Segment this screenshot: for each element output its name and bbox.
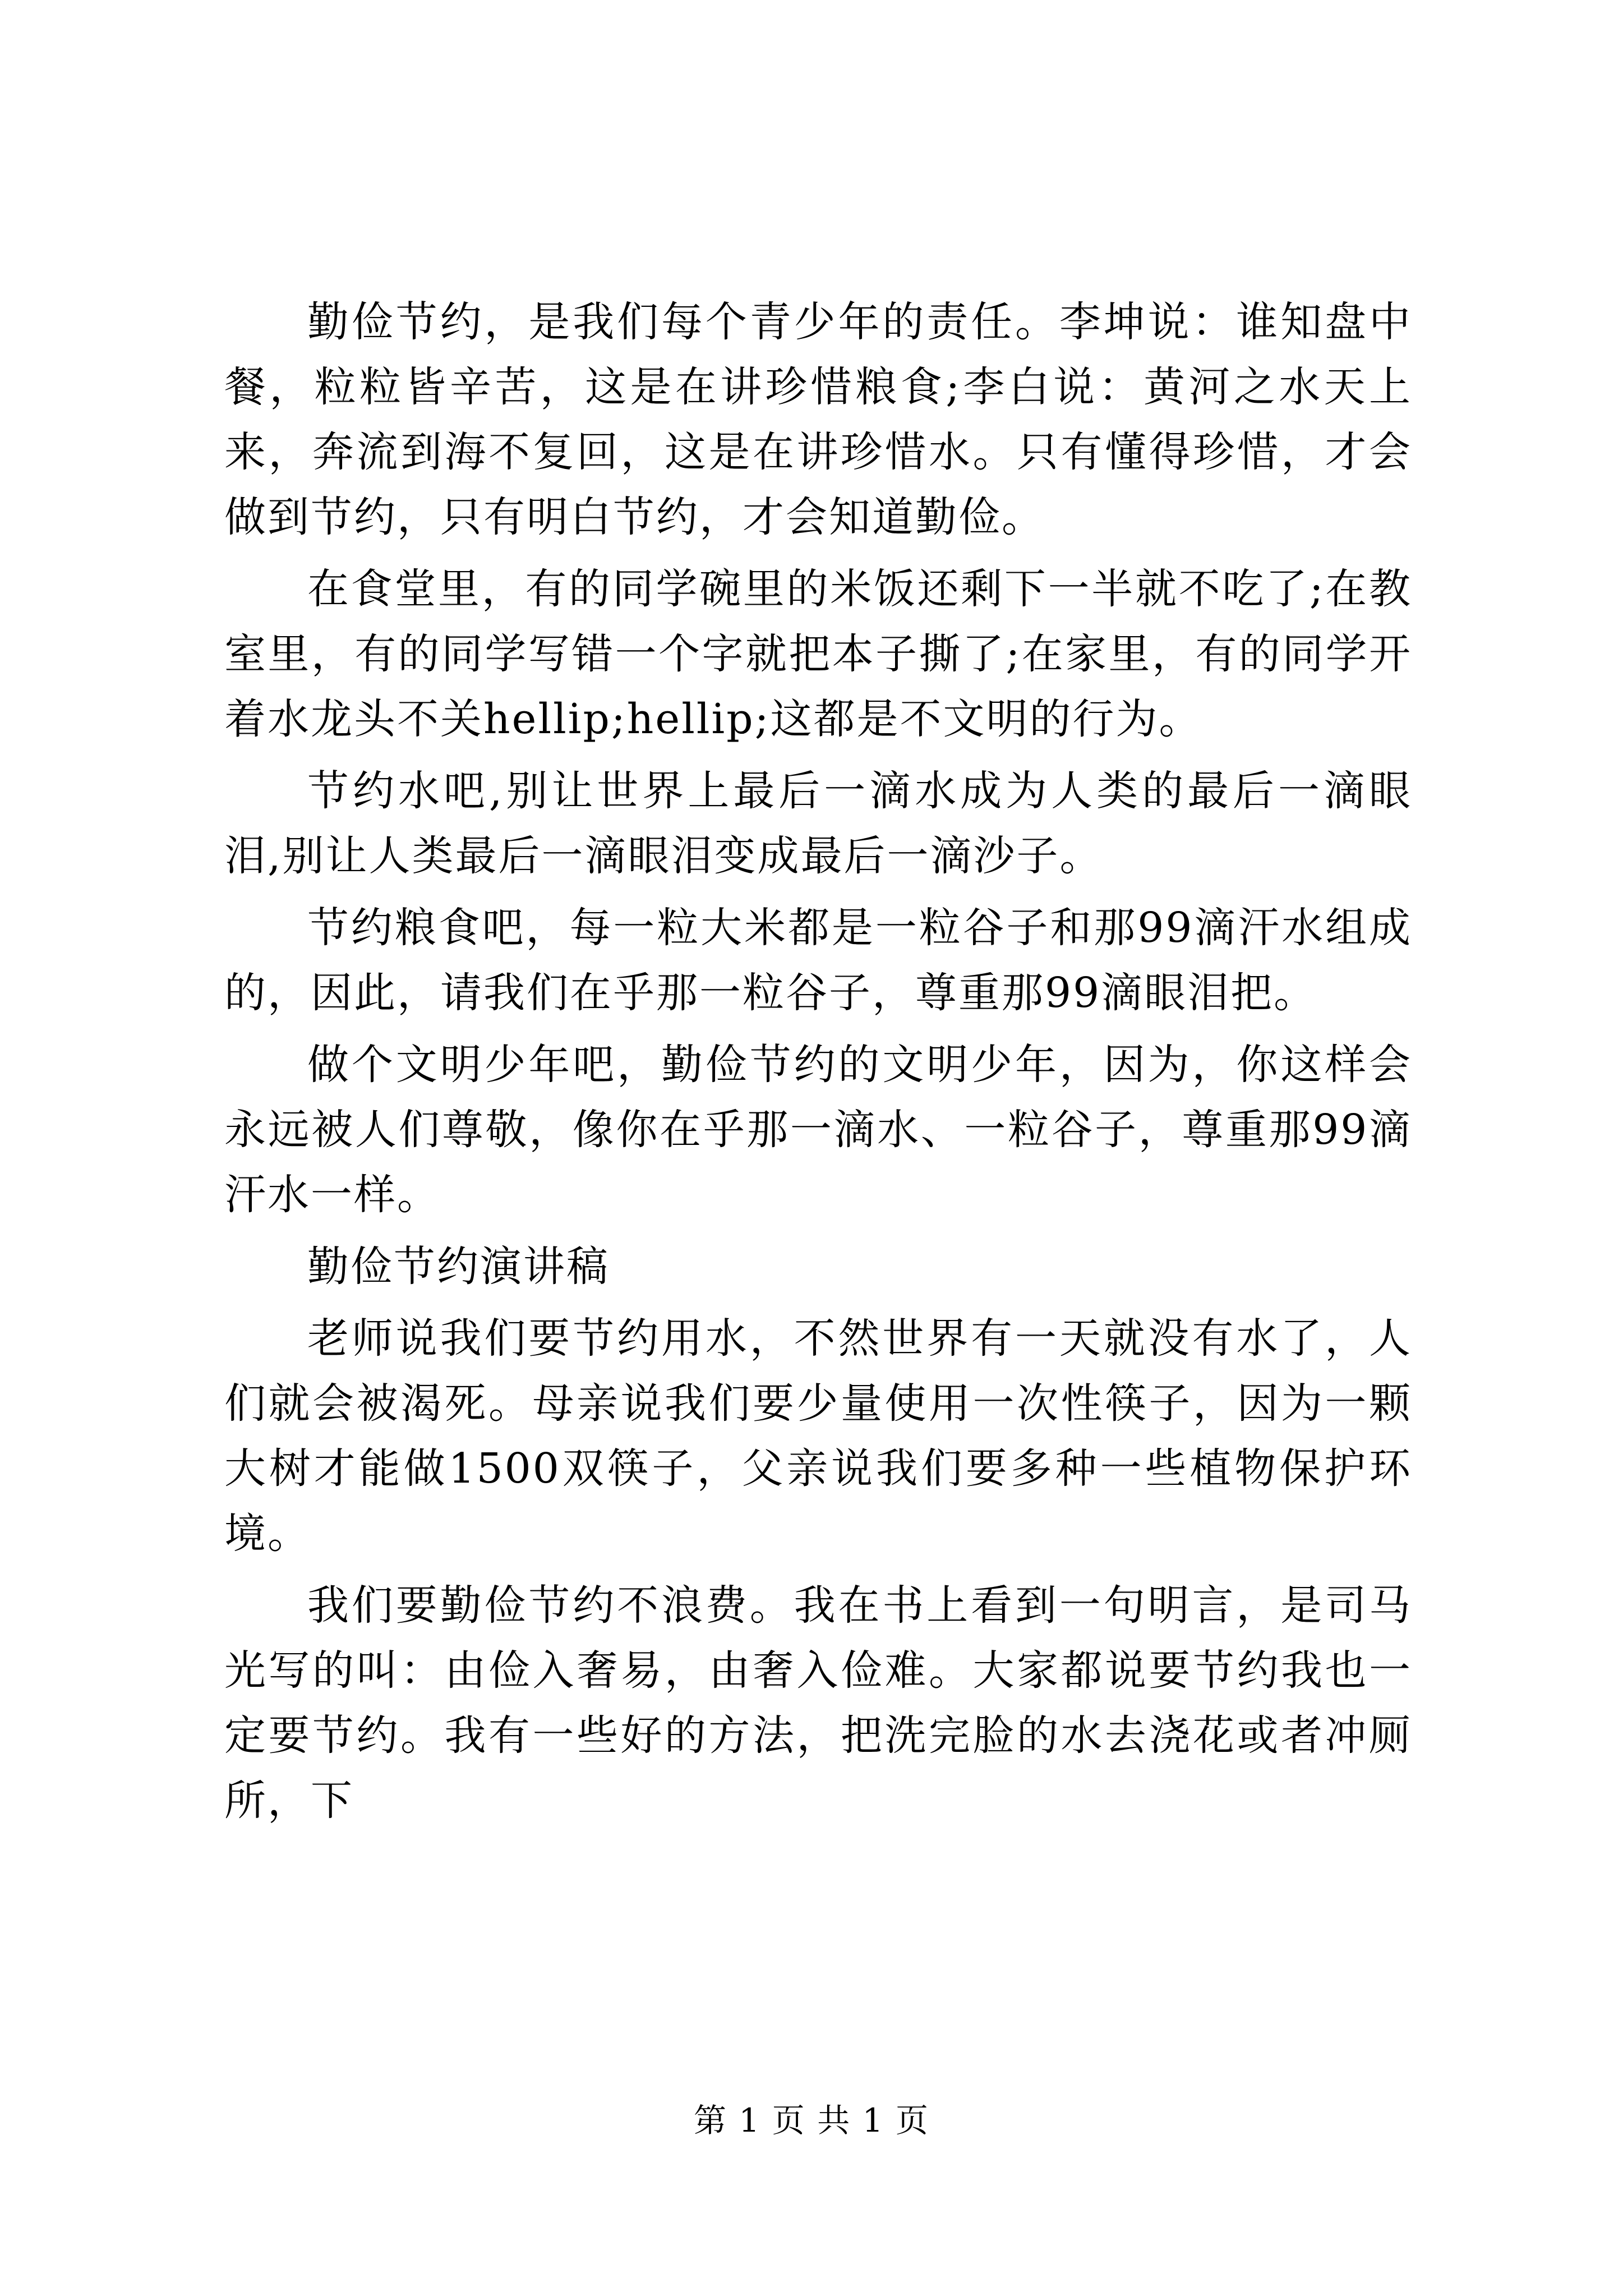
page-footer: 第 1 页 共 1 页	[694, 2101, 929, 2139]
paragraph-5: 做个文明少年吧，勤俭节约的文明少年，因为，你这样会永远被人们尊敬，像你在乎那一滴水、一粒谷子，尊重那99滴汗水一样。	[224, 1041, 1412, 1219]
paragraph-7: 我们要勤俭节约不浪费。我在书上看到一句明言，是司马光写的叫：由俭入奢易，由奢入俭难。大家都说要节约我也一定要节约。我有一些好的方法，把洗完脸的水去浇花或者冲厕所，下	[224, 1581, 1412, 1825]
document-body	[224, 289, 1412, 1833]
paragraph-2: 在食堂里，有的同学碗里的米饭还剩下一半就不吃了;在教室里，有的同学写错一个字就把本子撕了;在家里，有的同学开着水龙头不关hellip;hellip;这都是不文明的行为。	[224, 565, 1412, 743]
section-title: 勤俭节约演讲稿	[307, 1243, 610, 1291]
paragraph-1: 勤俭节约，是我们每个青少年的责任。李坤说：谁知盘中餐，粒粒皆辛苦，这是在讲珍惜粮食;李白说：黄河之水天上来，奔流到海不复回，这是在讲珍惜水。只有懂得珍惜，才会做到节约，只有明白节约，才会知道勤俭。	[224, 298, 1412, 541]
paragraph-3: 节约水吧,别让世界上最后一滴水成为人类的最后一滴眼泪,别让人类最后一滴眼泪变成最后一滴沙子。	[224, 767, 1412, 880]
paragraph-6: 老师说我们要节约用水，不然世界有一天就没有水了，人们就会被渴死。母亲说我们要少量使用一次性筷子，因为一颗大树才能做1500双筷子，父亲说我们要多种一些植物保护环境。	[224, 1314, 1412, 1558]
paragraph-4: 节约粮食吧，每一粒大米都是一粒谷子和那99滴汗水组成的，因此，请我们在乎那一粒谷子，尊重那99滴眼泪把。	[224, 904, 1412, 1017]
